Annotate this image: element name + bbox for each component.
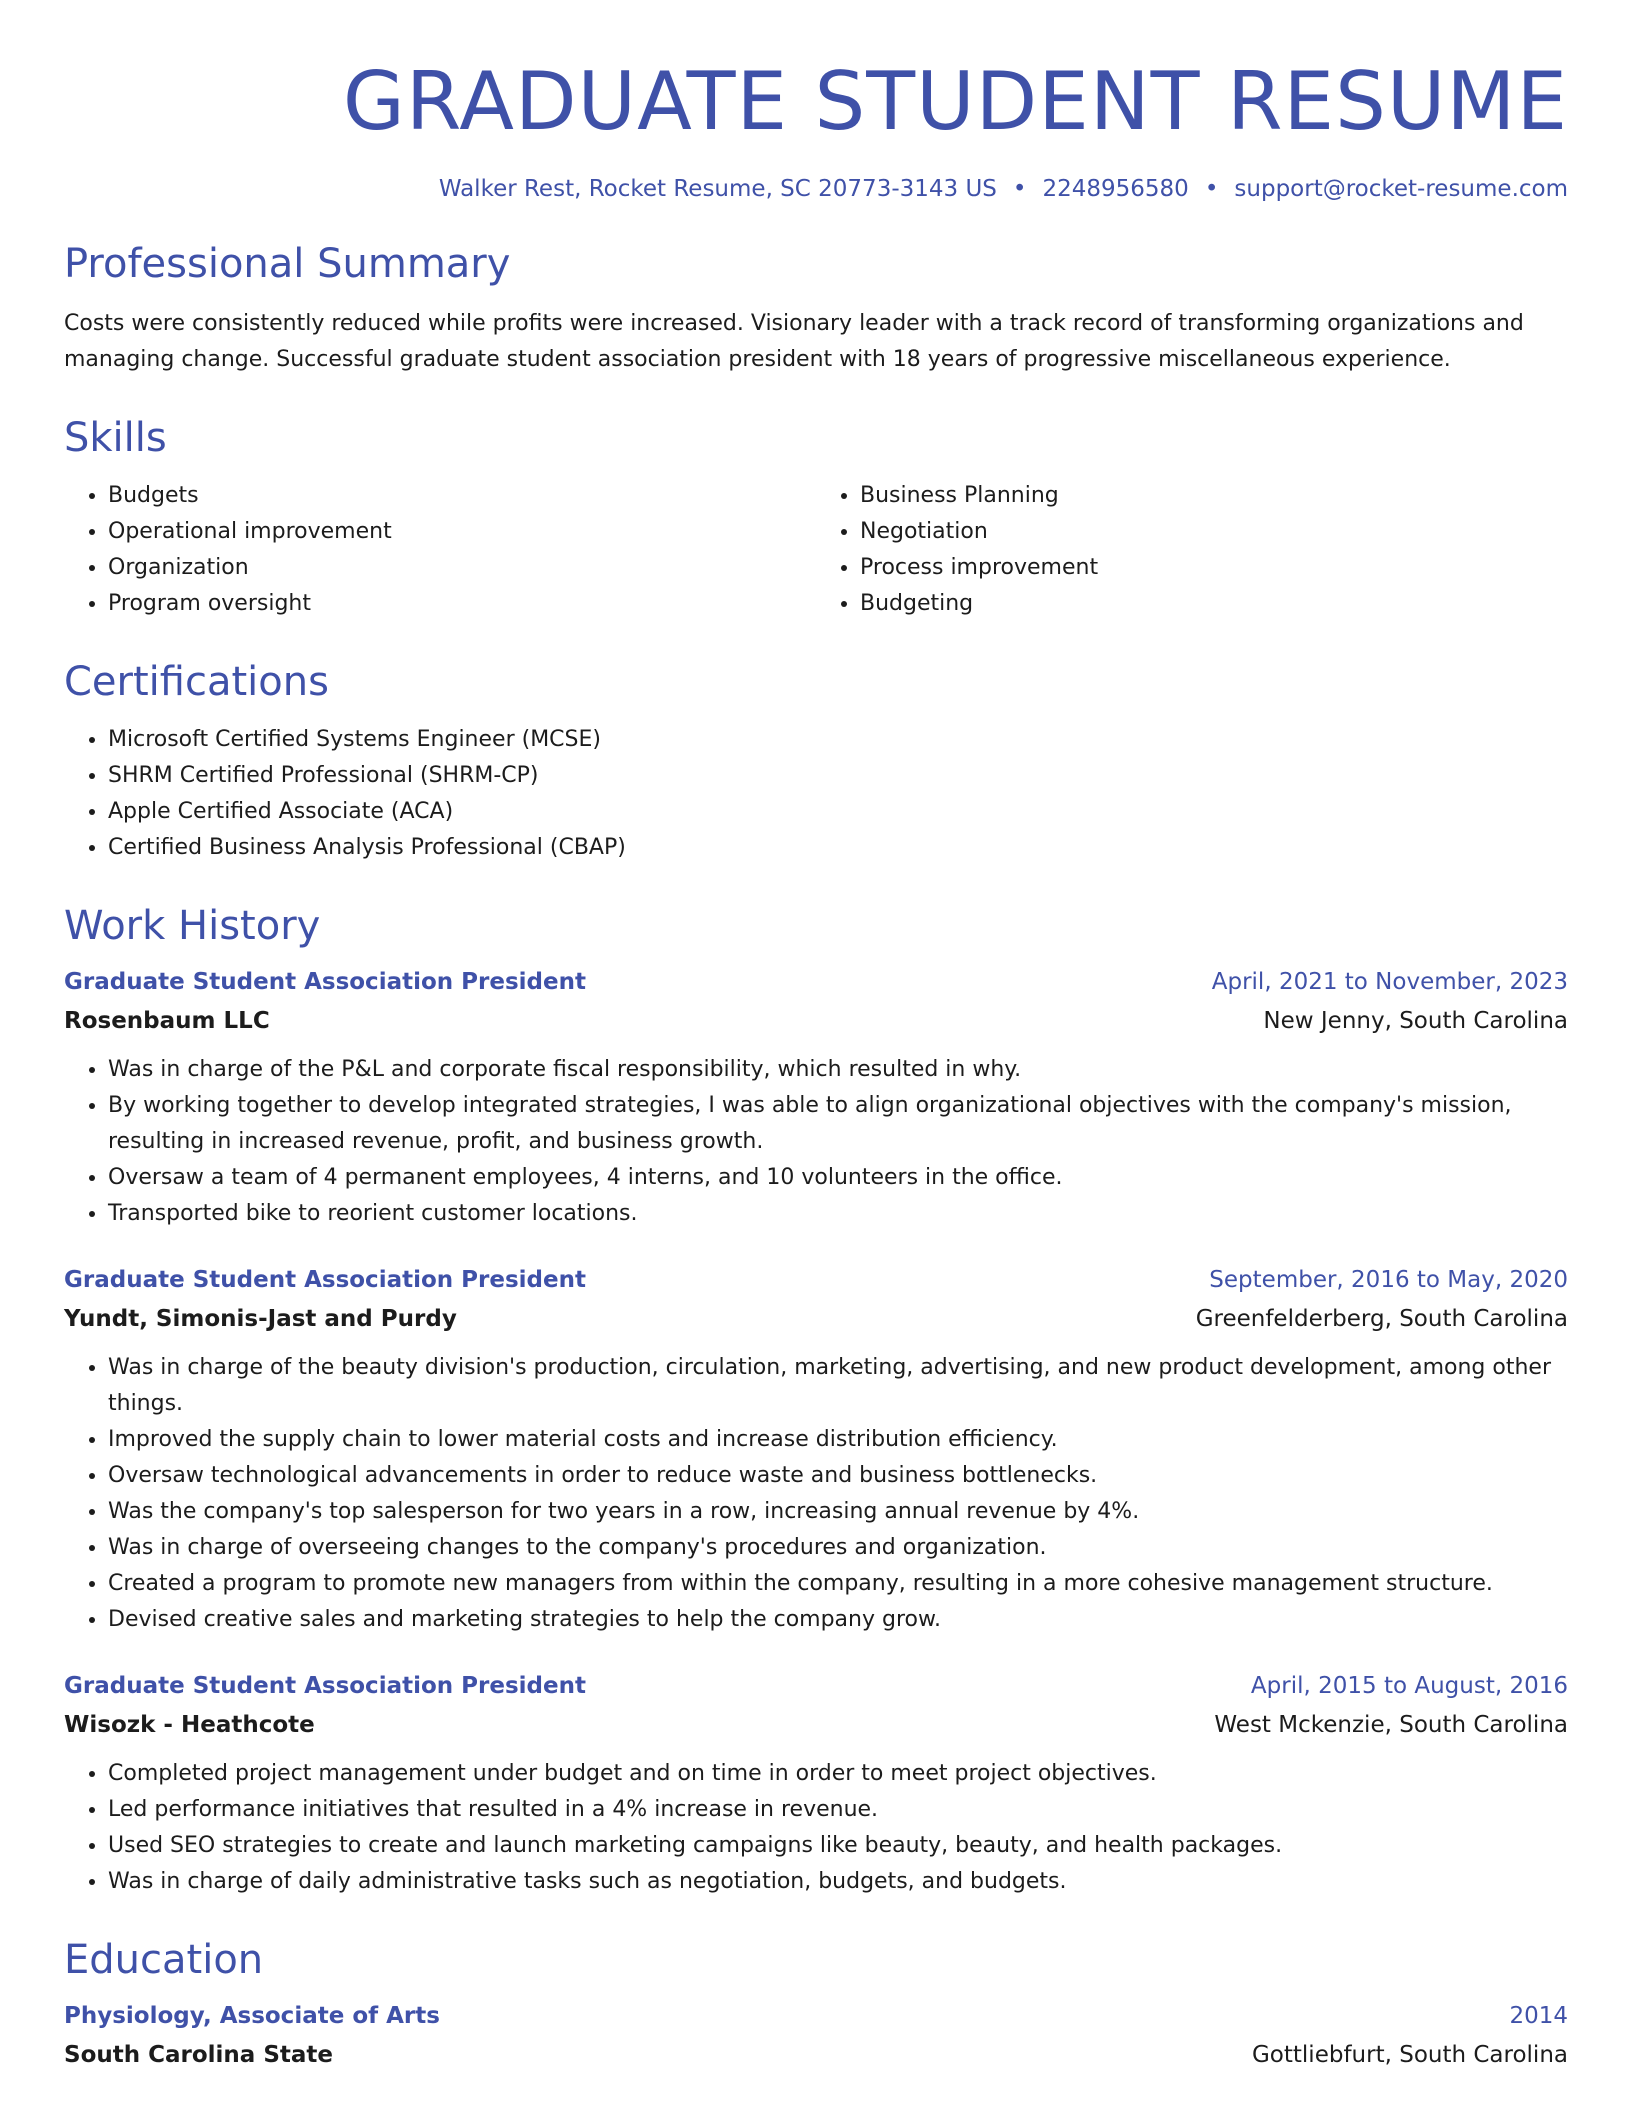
job-bullets [64,1756,1568,1900]
job-bullet: • Was in charge of the P&L and corporate fiscal responsibility, which resulted in why. [108,1052,1568,1088]
section-title-skills: Skills [64,415,167,461]
certification-item: • Microsoft Certified Systems Engineer (MCSE) [108,722,1568,758]
job-bullet: • Created a program to promote new managers from within the company, resulting in a more cohesive management structure. [108,1566,1568,1602]
certification-item: • Certified Business Analysis Professional (CBAP) [108,830,1568,866]
job-bullet: • Was in charge of overseeing changes to the company's procedures and organization. [108,1530,1568,1566]
job-bullet: • Was in charge of daily administrative tasks such as negotiation, budgets, and budgets. [108,1864,1568,1900]
section-title-summary: Professional Summary [64,241,511,287]
education-year: 2014 [1509,2003,1568,2029]
skill-item: • Negotiation [860,514,1568,550]
job-employer: Rosenbaum LLC [64,1008,270,1034]
job-bullet: • Improved the supply chain to lower material costs and increase distribution efficiency. [108,1422,1568,1458]
job-entry [64,1666,1568,1900]
job-bullet: • Transported bike to reorient customer locations. [108,1196,1568,1232]
job-bullet: • Was the company's top salesperson for two years in a row, increasing annual revenue by 4%. [108,1494,1568,1530]
job-bullet: • By working together to develop integrated strategies, I was able to align organizational objectives with the company's mission, resulting in increased revenue, profit, and business growth. [108,1088,1568,1160]
skill-item: • Business Planning [860,478,1568,514]
education-school: South Carolina State [64,2042,334,2068]
skills-grid [64,478,1568,622]
job-bullets [64,1052,1568,1232]
job-bullet: • Oversaw a team of 4 permanent employees, 4 interns, and 10 volunteers in the office. [108,1160,1568,1196]
summary-section [64,238,1568,378]
certification-item: • Apple Certified Associate (ACA) [108,794,1568,830]
job-bullet: • Was in charge of the beauty division's production, circulation, marketing, advertising, and new product development, among other things. [108,1350,1568,1422]
contact-phone: 2248956580 [1042,176,1189,202]
certification-item: • SHRM Certified Professional (SHRM-CP) [108,758,1568,794]
skill-item: • Budgets [108,478,816,514]
certifications-list [64,722,1568,866]
job-employer: Yundt, Simonis-Jast and Purdy [64,1306,457,1332]
job-employer-row [64,1706,1568,1744]
skills-list-right [816,478,1568,622]
contact-line [64,174,1568,204]
certifications-section [64,656,1568,866]
education-degree: Physiology, Associate of Arts [64,2003,440,2029]
job-location: Greenfelderberg, South Carolina [1195,1306,1568,1332]
job-header-row [64,962,1568,1002]
skill-item: • Program oversight [108,586,816,622]
contact-separator: • [1012,176,1027,202]
job-entry [64,962,1568,1232]
contact-separator: • [1204,176,1219,202]
contact-email: support@rocket-resume.com [1234,176,1568,202]
job-dates: September, 2016 to May, 2020 [1209,1267,1568,1293]
job-bullet: • Used SEO strategies to create and launch marketing campaigns like beauty, beauty, and health packages. [108,1828,1568,1864]
job-location: West Mckenzie, South Carolina [1214,1712,1568,1738]
job-header-row [64,1260,1568,1300]
job-employer: Wisozk - Heathcote [64,1712,315,1738]
education-school-row [64,2036,1568,2074]
job-header-row [64,1666,1568,1706]
job-bullet: • Completed project management under budget and on time in order to meet project objectives. [108,1756,1568,1792]
job-title: Graduate Student Association President [64,1267,586,1293]
job-entry [64,1260,1568,1638]
skills-list-left [64,478,816,622]
resume-header [64,52,1568,204]
education-header-row [64,1996,1568,2036]
work-history-section [64,900,1568,1900]
summary-text: Costs were consistently reduced while profits were increased. Visionary leader with a track record of transforming organizations and managing change. Successful graduate student association president with 18 years of progressive miscellaneous experience. [64,311,1524,372]
section-title-work-history: Work History [64,903,321,949]
job-bullet: • Devised creative sales and marketing strategies to help the company grow. [108,1602,1568,1638]
job-title: Graduate Student Association President [64,969,586,995]
contact-address: Walker Rest, Rocket Resume, SC 20773-3143 US [438,176,997,202]
education-entry [64,1996,1568,2074]
skill-item: • Process improvement [860,550,1568,586]
skill-item: • Budgeting [860,586,1568,622]
job-dates: April, 2015 to August, 2016 [1250,1673,1568,1699]
job-dates: April, 2021 to November, 2023 [1211,969,1568,995]
job-bullet: • Led performance initiatives that resulted in a 4% increase in revenue. [108,1792,1568,1828]
resume-name: GRADUATE STUDENT RESUME [342,55,1568,148]
job-bullets [64,1350,1568,1638]
education-location: Gottliebfurt, South Carolina [1251,2042,1568,2068]
job-location: New Jenny, South Carolina [1263,1008,1568,1034]
education-section [64,1934,1568,2074]
job-employer-row [64,1300,1568,1338]
skill-item: • Operational improvement [108,514,816,550]
job-bullet: • Oversaw technological advancements in order to reduce waste and business bottlenecks. [108,1458,1568,1494]
job-title: Graduate Student Association President [64,1673,586,1699]
section-title-education: Education [64,1937,264,1983]
skill-item: • Organization [108,550,816,586]
job-employer-row [64,1002,1568,1040]
skills-section [64,412,1568,622]
section-title-certifications: Certifications [64,659,329,705]
